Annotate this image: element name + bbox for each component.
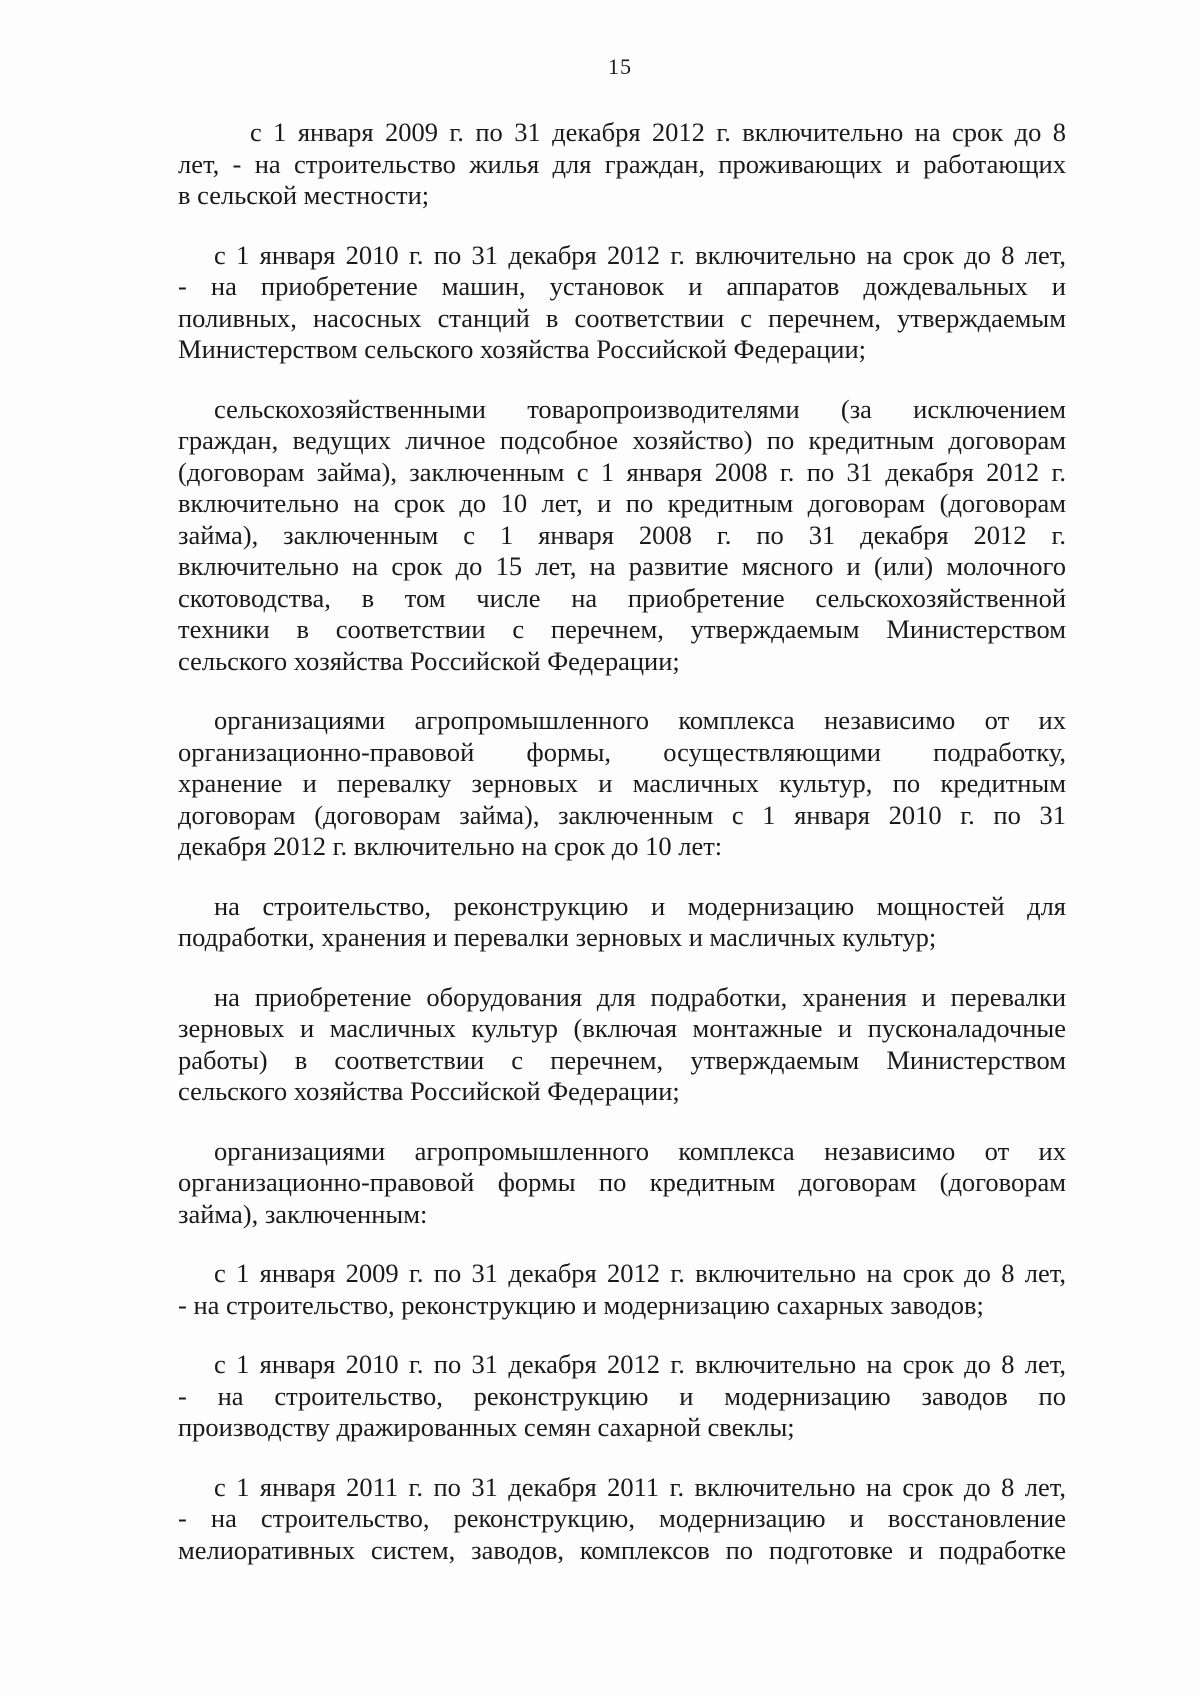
paragraph	[178, 982, 1066, 1108]
text-line: займа), заключенным с 1 января 2008 г. по 31 декабря 2012 г.	[178, 519, 1066, 550]
text-line: на приобретение оборудования для подработки, хранения и перевалки	[214, 981, 1066, 1012]
document-body	[178, 117, 1066, 1594]
text-line: - на строительство, реконструкцию и модернизацию заводов по	[178, 1380, 1066, 1411]
text-line: скотоводства, в том числе на приобретение сельскохозяйственной	[178, 582, 1066, 613]
paragraph	[178, 117, 1066, 212]
text-line: организационно-правовой формы, осуществляющими подработку,	[178, 736, 1066, 767]
text-line: производству дражированных семян сахарной свеклы;	[178, 1412, 795, 1442]
text-line: зерновых и масличных культур (включая монтажные и пусконаладочные	[178, 1013, 1066, 1043]
text-line: организациями агропромышленного комплекса независимо от их	[214, 705, 1066, 735]
text-line: Министерством сельского хозяйства Российской Федерации;	[178, 334, 867, 364]
text-line: - на строительство, реконструкцию, модернизацию и восстановление	[178, 1503, 1066, 1533]
paragraph	[178, 1349, 1066, 1444]
text-line: договорам (договорам займа), заключенным с 1 января 2010 г. по 31	[178, 799, 1066, 830]
text-line: организационно-правовой формы по кредитным договорам (договорам	[178, 1167, 1066, 1197]
text-line: - на приобретение машин, установок и аппаратов дождевальных и	[178, 271, 1066, 301]
text-line: с 1 января 2009 г. по 31 декабря 2012 г. включительно на срок до 8	[250, 117, 1066, 147]
text-line: в сельской местности;	[178, 180, 430, 210]
text-line: декабря 2012 г. включительно на срок до 10 лет:	[178, 831, 723, 861]
text-line: мелиоративных систем, заводов, комплексов по подготовке и подработке	[178, 1534, 1066, 1565]
text-line: сельского хозяйства Российской Федерации;	[178, 1076, 680, 1106]
text-line: с 1 января 2010 г. по 31 декабря 2012 г. включительно на срок до 8 лет,	[214, 239, 1066, 270]
text-line: лет, - на строительство жилья для граждан, проживающих и работающих	[178, 148, 1066, 179]
text-line: включительно на срок до 15 лет, на развитие мясного и (или) молочного	[178, 551, 1066, 581]
text-line: - на строительство, реконструкцию и модернизацию сахарных заводов;	[178, 1289, 984, 1320]
paragraph	[178, 240, 1066, 366]
text-line: поливных, насосных станций в соответствии с перечнем, утверждаемым	[178, 302, 1066, 333]
text-line: на строительство, реконструкцию и модернизацию мощностей для	[214, 890, 1066, 921]
text-line: граждан, ведущих личное подсобное хозяйство) по кредитным договорам	[178, 425, 1066, 455]
text-line: сельского хозяйства Российской Федерации;	[178, 645, 680, 676]
text-line: хранение и перевалку зерновых и масличных культур, по кредитным	[178, 768, 1066, 798]
paragraph	[178, 394, 1066, 678]
text-line: работы) в соответствии с перечнем, утверждаемым Министерством	[178, 1044, 1066, 1075]
paragraph	[178, 1472, 1066, 1567]
text-line: с 1 января 2011 г. по 31 декабря 2011 г. включительно на срок до 8 лет,	[214, 1471, 1066, 1502]
text-line: с 1 января 2010 г. по 31 декабря 2012 г. включительно на срок до 8 лет,	[214, 1349, 1066, 1379]
page-number: 15	[608, 54, 632, 79]
text-line: организациями агропромышленного комплекса независимо от их	[214, 1135, 1066, 1166]
text-line: техники в соответствии с перечнем, утверждаемым Министерством	[178, 614, 1066, 644]
text-line: займа), заключенным:	[178, 1198, 428, 1229]
text-line: сельскохозяйственными товаропроизводителями (за исключением	[214, 393, 1066, 424]
text-line: включительно на срок до 10 лет, и по кредитным договорам (договорам	[178, 488, 1066, 518]
text-line: (договорам займа), заключенным с 1 января 2008 г. по 31 декабря 2012 г.	[178, 456, 1066, 487]
paragraph	[178, 891, 1066, 954]
paragraph	[178, 1136, 1066, 1231]
paragraph	[178, 1258, 1066, 1321]
paragraph	[178, 705, 1066, 863]
text-line: с 1 января 2009 г. по 31 декабря 2012 г. включительно на срок до 8 лет,	[214, 1258, 1066, 1288]
text-line: подработки, хранения и перевалки зерновых и масличных культур;	[178, 922, 937, 952]
